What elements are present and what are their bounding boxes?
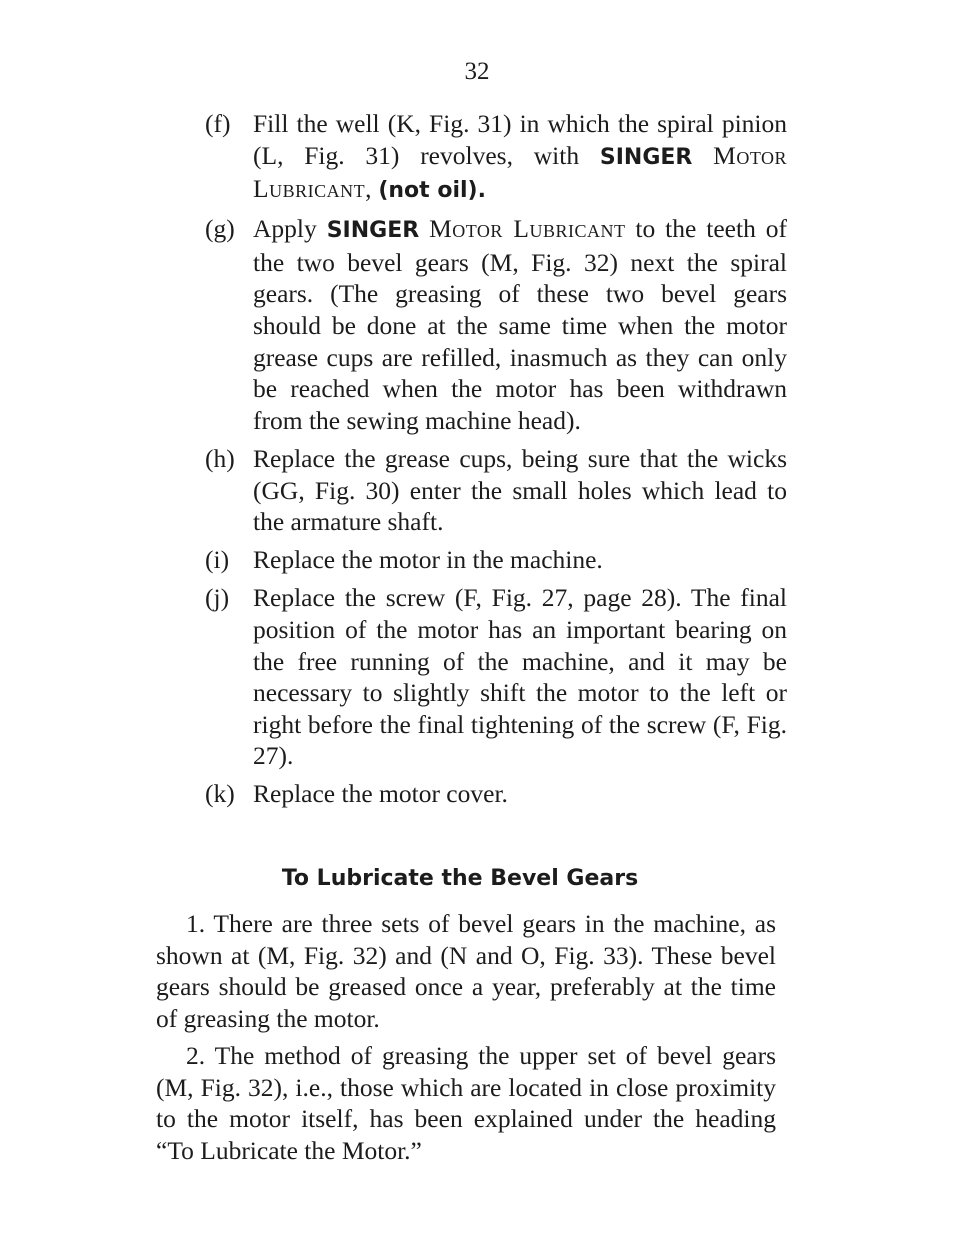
item-marker: (k) <box>205 779 235 809</box>
item-marker: (i) <box>205 545 230 575</box>
item-text: Replace the screw (F, Fig. 27, page 28). The final position of the motor has an important bearing on the free running of the machine, and it may be necessary to slightly shift the motor to the left or right before the final tightening of the screw (F, Fig. 27). <box>253 583 787 771</box>
section-body <box>156 908 776 1172</box>
item-text: Replace the grease cups, being sure that the wicks (GG, Fig. 30) enter the small holes which lead to the armature shaft. <box>253 443 787 537</box>
item-text-run: Apply <box>253 214 327 244</box>
list-item-h <box>205 443 787 538</box>
product-name: Motor Lubricant <box>429 214 626 244</box>
instruction-list <box>205 108 787 816</box>
item-marker: (j) <box>205 583 230 613</box>
brand-name: SINGER <box>326 218 420 244</box>
paragraph-1: 1. There are three sets of bevel gears in the machine, as shown at (M, Fig. 32) and (N and O, Fig. 33). These bevel gears should be greased once a year, preferably at the time of greasing the motor. <box>156 909 776 1034</box>
section-heading: To Lubricate the Bevel Gears <box>281 866 639 891</box>
item-marker: (f) <box>205 109 231 138</box>
item-text: Replace the motor in the machine. <box>253 545 603 575</box>
list-item-k <box>205 778 787 810</box>
list-item-j <box>205 582 787 772</box>
emphasis-text: (not oil). <box>378 178 486 204</box>
product-name: Motor Lubricant, <box>253 140 787 204</box>
item-text <box>253 213 787 436</box>
brand-name: SINGER <box>599 144 693 170</box>
item-text <box>253 108 787 207</box>
list-item-f <box>205 108 787 207</box>
item-marker: (h) <box>205 443 235 473</box>
item-text-run: to the teeth of the two bevel gears (M, Fig. 32) next the spiral gears. (The greasing of these two bevel gears should be done at the same time when the motor grease cups are refilled, inasmuch as they can only be reached when the motor has been withdrawn from the sewing machine head). <box>253 214 787 435</box>
list-item-i <box>205 544 787 576</box>
item-text-run: Fill the well (K, Fig. 31) in which the spiral pinion (L, Fig. 31) revolves, with <box>253 109 787 170</box>
page-number: 32 <box>464 58 490 85</box>
item-text: Replace the motor cover. <box>253 779 508 809</box>
paragraph-2: 2. The method of greasing the upper set of bevel gears (M, Fig. 32), i.e., those which are located in close proximity to the motor itself, has been explained under the heading “To Lubricate the Motor.” <box>156 1040 776 1165</box>
list-item-g <box>205 213 787 436</box>
item-marker: (g) <box>205 214 235 244</box>
